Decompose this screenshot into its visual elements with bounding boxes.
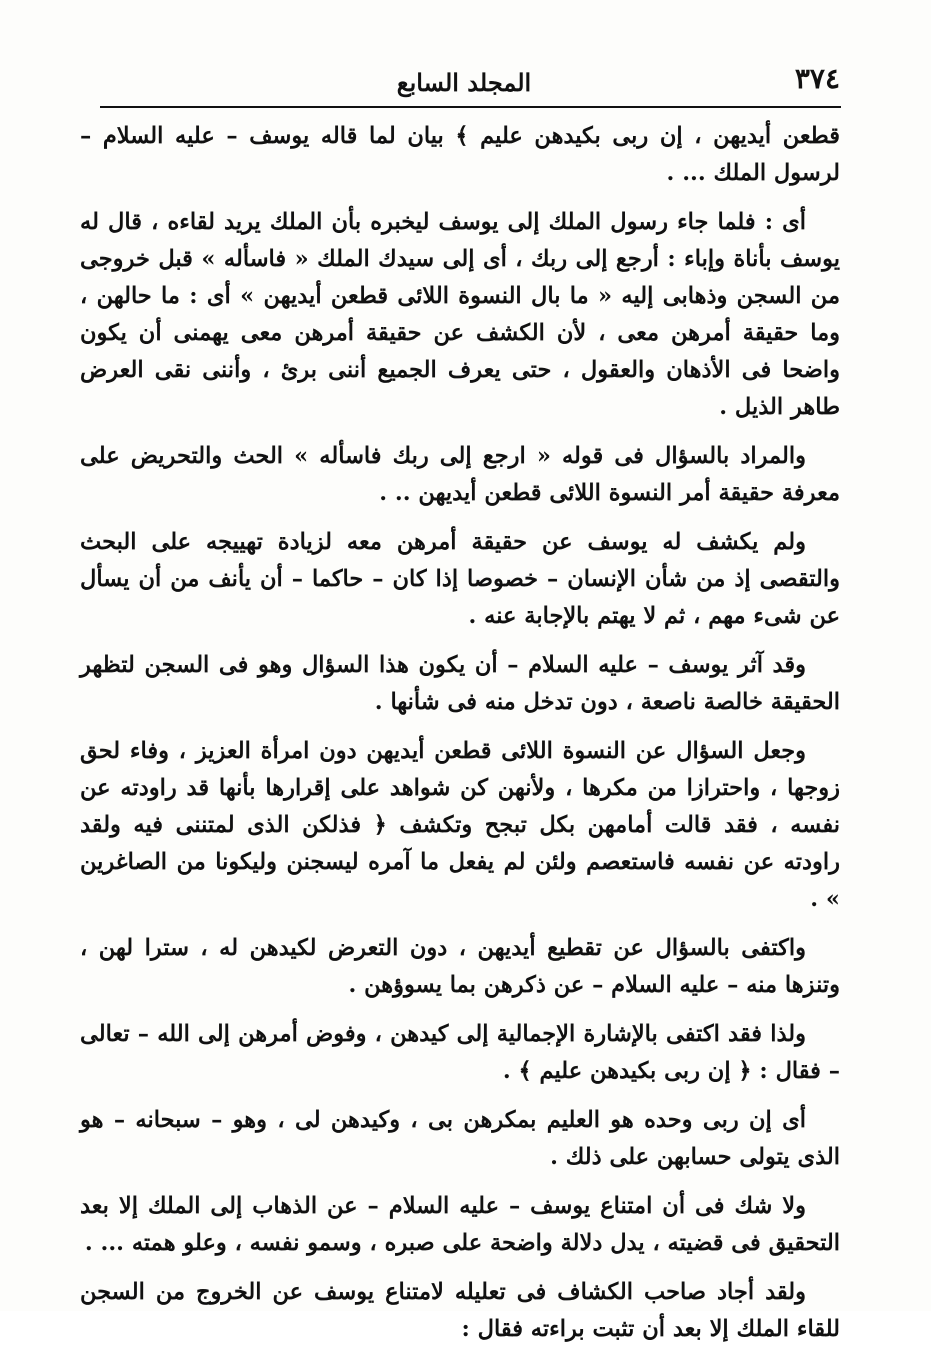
paragraph: وقد آثر يوسف – عليه السلام – أن يكون هذا السؤال وهو فى السجن لتظهر الحقيقة خالصة ناصعة ، دون تدخل منه فى شأنها .	[80, 652, 840, 715]
paragraph: قطعن أيديهن ، إن ربى بكيدهن عليم ﴾ بيان لما قاله يوسف – عليه السلام – لرسول الملك ... .	[80, 123, 840, 186]
paragraph: ولذا فقد اكتفى بالإشارة الإجمالية إلى كيدهن ، وفوض أمرهن إلى الله – تعالى – فقال : ﴿ إن ربى بكيدهن عليم ﴾ .	[80, 1021, 840, 1084]
paragraph: ولم يكشف له يوسف عن حقيقة أمرهن معه لزيادة تهييجه على البحث والتقصى إذ من شأن الإنسان – خصوصا إذا كان – حاكما – أن يأنف من أن يسأل عن شىء مهم ، ثم لا يهتم بالإجابة عنه .	[80, 529, 840, 629]
paragraph: والمراد بالسؤال فى قوله « ارجع إلى ربك فاسأله » الحث والتحريض على معرفة حقيقة أمر النسوة اللائى قطعن أيديهن .. .	[80, 443, 840, 506]
paragraph: واكتفى بالسؤال عن تقطيع أيديهن ، دون التعرض لكيدهن له ، سترا لهن ، وتنزها منه – عليه السلام – عن ذكرهن بما يسوؤهن .	[80, 935, 840, 998]
header-rule	[100, 106, 841, 108]
paragraph: أى إن ربى وحده هو العليم بمكرهن بى ، وكيدهن لى ، وهو – سبحانه – هو الذى يتولى حسابهن على ذلك .	[80, 1107, 840, 1170]
page-header	[88, 58, 840, 104]
paragraph: وجعل السؤال عن النسوة اللائى قطعن أيديهن دون امرأة العزيز ، وفاء لحق زوجها ، واحترازا من مكرها ، ولأنهن كن شواهد على إقرارها بأنها قد راودته عن نفسه ، فقد قالت أمامهن بكل تبجح وتكشف ﴿ فذلكن الذى لمتننى فيه ولقد راودته عن نفسه فاستعصم ولئن لم يفعل ما آمره ليسجنن وليكونا من الصاغرين » .	[80, 738, 840, 912]
paragraph: ولا شك فى أن امتناع يوسف – عليه السلام – عن الذهاب إلى الملك إلا بعد التحقيق فى قضيته ، يدل دلالة واضحة على صبره ، وسمو نفسه ، وعلو همته ... .	[80, 1193, 840, 1256]
page-number: ٣٧٤	[794, 62, 840, 95]
paragraph: ولقد أجاد صاحب الكشاف فى تعليله لامتناع يوسف عن الخروج من السجن للقاء الملك إلا بعد أن تثبت براءته فقال :	[80, 1279, 840, 1342]
body-text	[80, 118, 840, 1360]
running-title: المجلد السابع	[396, 68, 532, 97]
paragraph: أى : فلما جاء رسول الملك إلى يوسف ليخبره بأن الملك يريد لقاءه ، قال له يوسف بأناة وإباء : أرجع إلى ربك ، أى إلى سيدك الملك « فاسأله » قبل خروجى من السجن وذهابى إليه « ما بال النسوة اللائى قطعن أيديهن » أى : ما حالهن ، وما حقيقة أمرهن معى ، لأن الكشف عن حقيقة أمرهن معى يهمنى أن يكون واضحا فى الأذهان والعقول ، حتى يعرف الجميع أننى برئ ، وأننى نقى العرض طاهر الذيل .	[80, 209, 840, 420]
